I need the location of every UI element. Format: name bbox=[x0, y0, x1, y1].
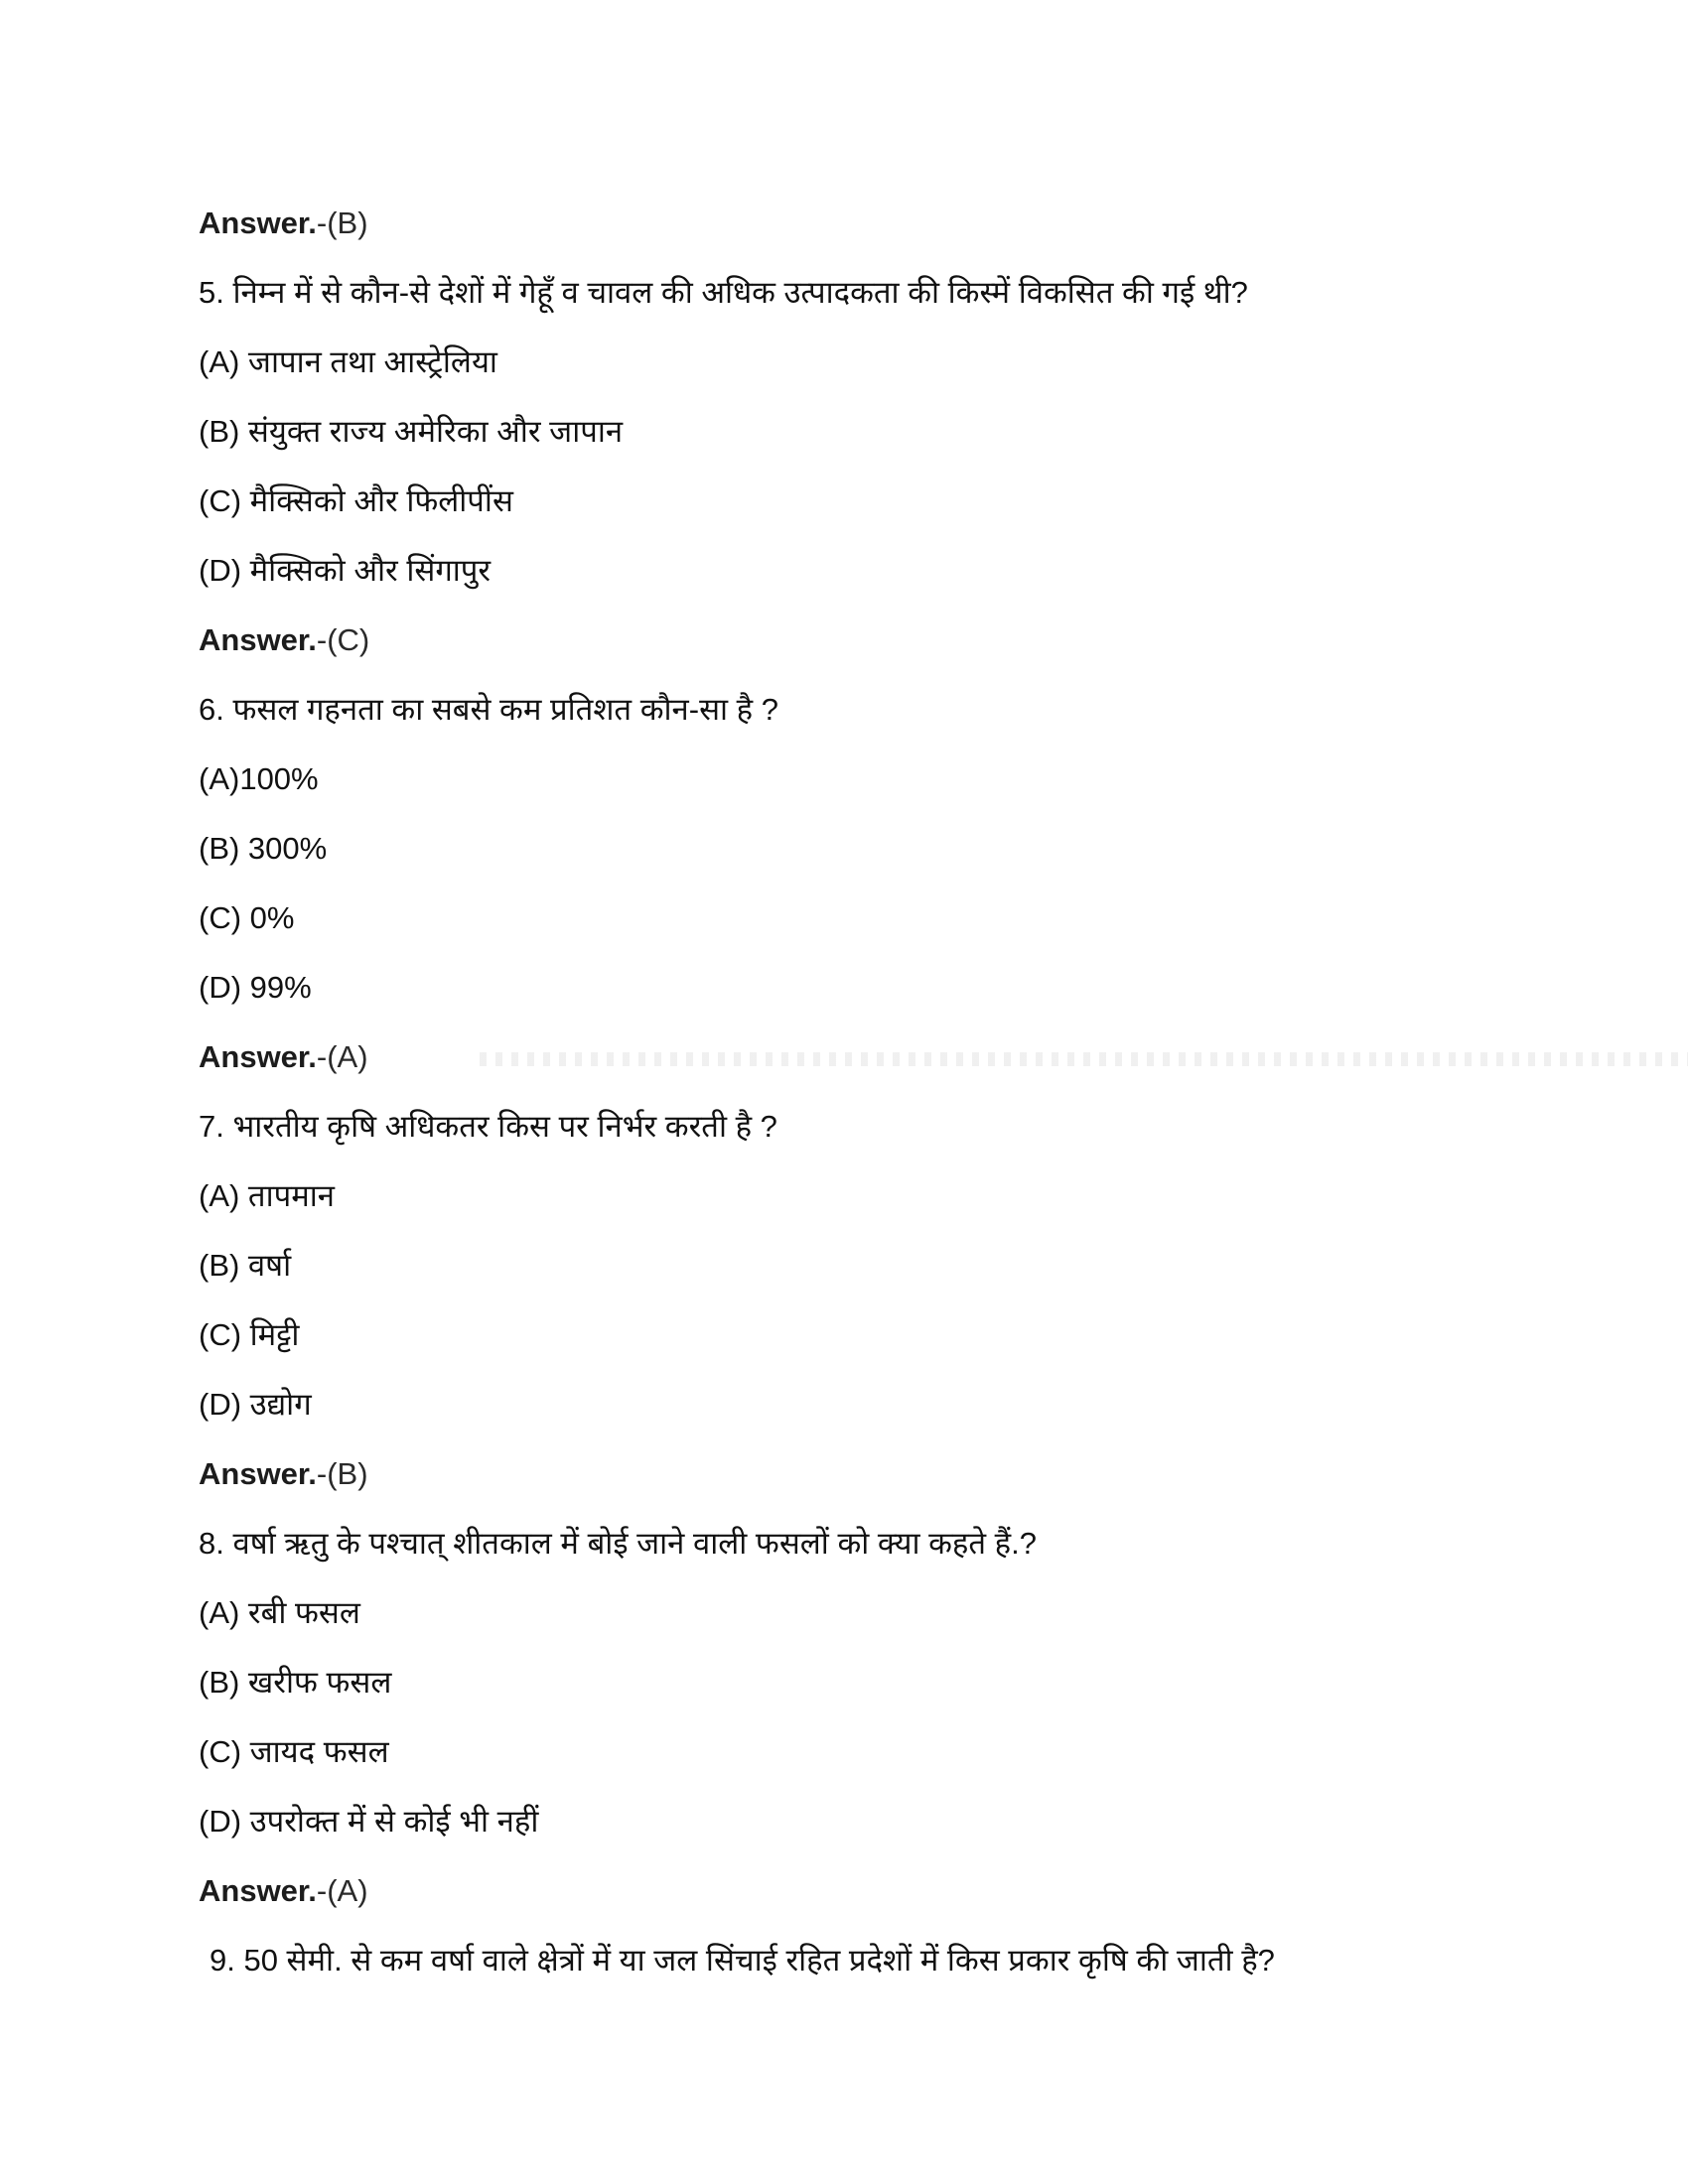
answer-label: Answer. bbox=[199, 1873, 317, 1908]
answer-label: Answer. bbox=[199, 205, 317, 240]
question-5-option-b: (B) संयुक्त राज्य अमेरिका और जापान bbox=[199, 414, 624, 449]
answer-value: -(A) bbox=[316, 1039, 368, 1074]
question-6-text: 6. फसल गहनता का सबसे कम प्रतिशत कौन-सा है ? bbox=[199, 692, 778, 727]
question-8-text: 8. वर्षा ऋतु के पश्चात् शीतकाल में बोई जाने वाली फसलों को क्या कहते हैं.? bbox=[199, 1526, 1037, 1561]
answer-line-q8 bbox=[199, 1871, 1648, 1911]
answer-label: Answer. bbox=[199, 1456, 317, 1491]
question-5-text: 5. निम्न में से कौन-से देशों में गेहूँ व चावल की अधिक उत्पादकता की किस्में विकसित की गई थी? bbox=[199, 275, 1248, 310]
answer-value: -(A) bbox=[316, 1873, 368, 1908]
question-5-option-a: (A) जापान तथा आस्ट्रेलिया bbox=[199, 344, 497, 379]
question-6-option-c: (C) 0% bbox=[199, 900, 295, 935]
answer-line-q7 bbox=[199, 1454, 1648, 1494]
faint-dashed-divider bbox=[480, 1052, 1688, 1066]
question-7-option-b: (B) वर्षा bbox=[199, 1248, 292, 1283]
question-6-option-b: (B) 300% bbox=[199, 831, 328, 866]
answer-value: -(C) bbox=[316, 622, 370, 657]
answer-line-q5 bbox=[199, 620, 1648, 660]
question-5-option-c: (C) मैक्सिको और फिलीपींस bbox=[199, 483, 513, 518]
answer-label: Answer. bbox=[199, 1039, 317, 1074]
question-6-option-d: (D) 99% bbox=[199, 970, 312, 1005]
answer-line-q4 bbox=[199, 204, 1648, 243]
question-9-text: 9. 50 सेमी. से कम वर्षा वाले क्षेत्रों में या जल सिंचाई रहित प्रदेशों में किस प्रकार कृषि की जाती है? bbox=[210, 1943, 1275, 1978]
question-8-option-b: (B) खरीफ फसल bbox=[199, 1665, 392, 1700]
question-8-option-a: (A) रबी फसल bbox=[199, 1595, 360, 1630]
answer-value: -(B) bbox=[316, 1456, 368, 1491]
question-7-option-d: (D) उद्योग bbox=[199, 1387, 312, 1422]
question-7-option-c: (C) मिट्टी bbox=[199, 1317, 300, 1352]
answer-value: -(B) bbox=[316, 205, 368, 240]
question-8-option-d: (D) उपरोक्त में से कोई भी नहीं bbox=[199, 1804, 539, 1839]
question-8-option-c: (C) जायद फसल bbox=[199, 1734, 389, 1769]
question-6-option-a: (A)100% bbox=[199, 761, 319, 796]
question-7-text: 7. भारतीय कृषि अधिकतर किस पर निर्भर करती है ? bbox=[199, 1109, 777, 1144]
question-7-option-a: (A) तापमान bbox=[199, 1178, 336, 1213]
answer-label: Answer. bbox=[199, 622, 317, 657]
question-5-option-d: (D) मैक्सिको और सिंगापुर bbox=[199, 553, 492, 588]
